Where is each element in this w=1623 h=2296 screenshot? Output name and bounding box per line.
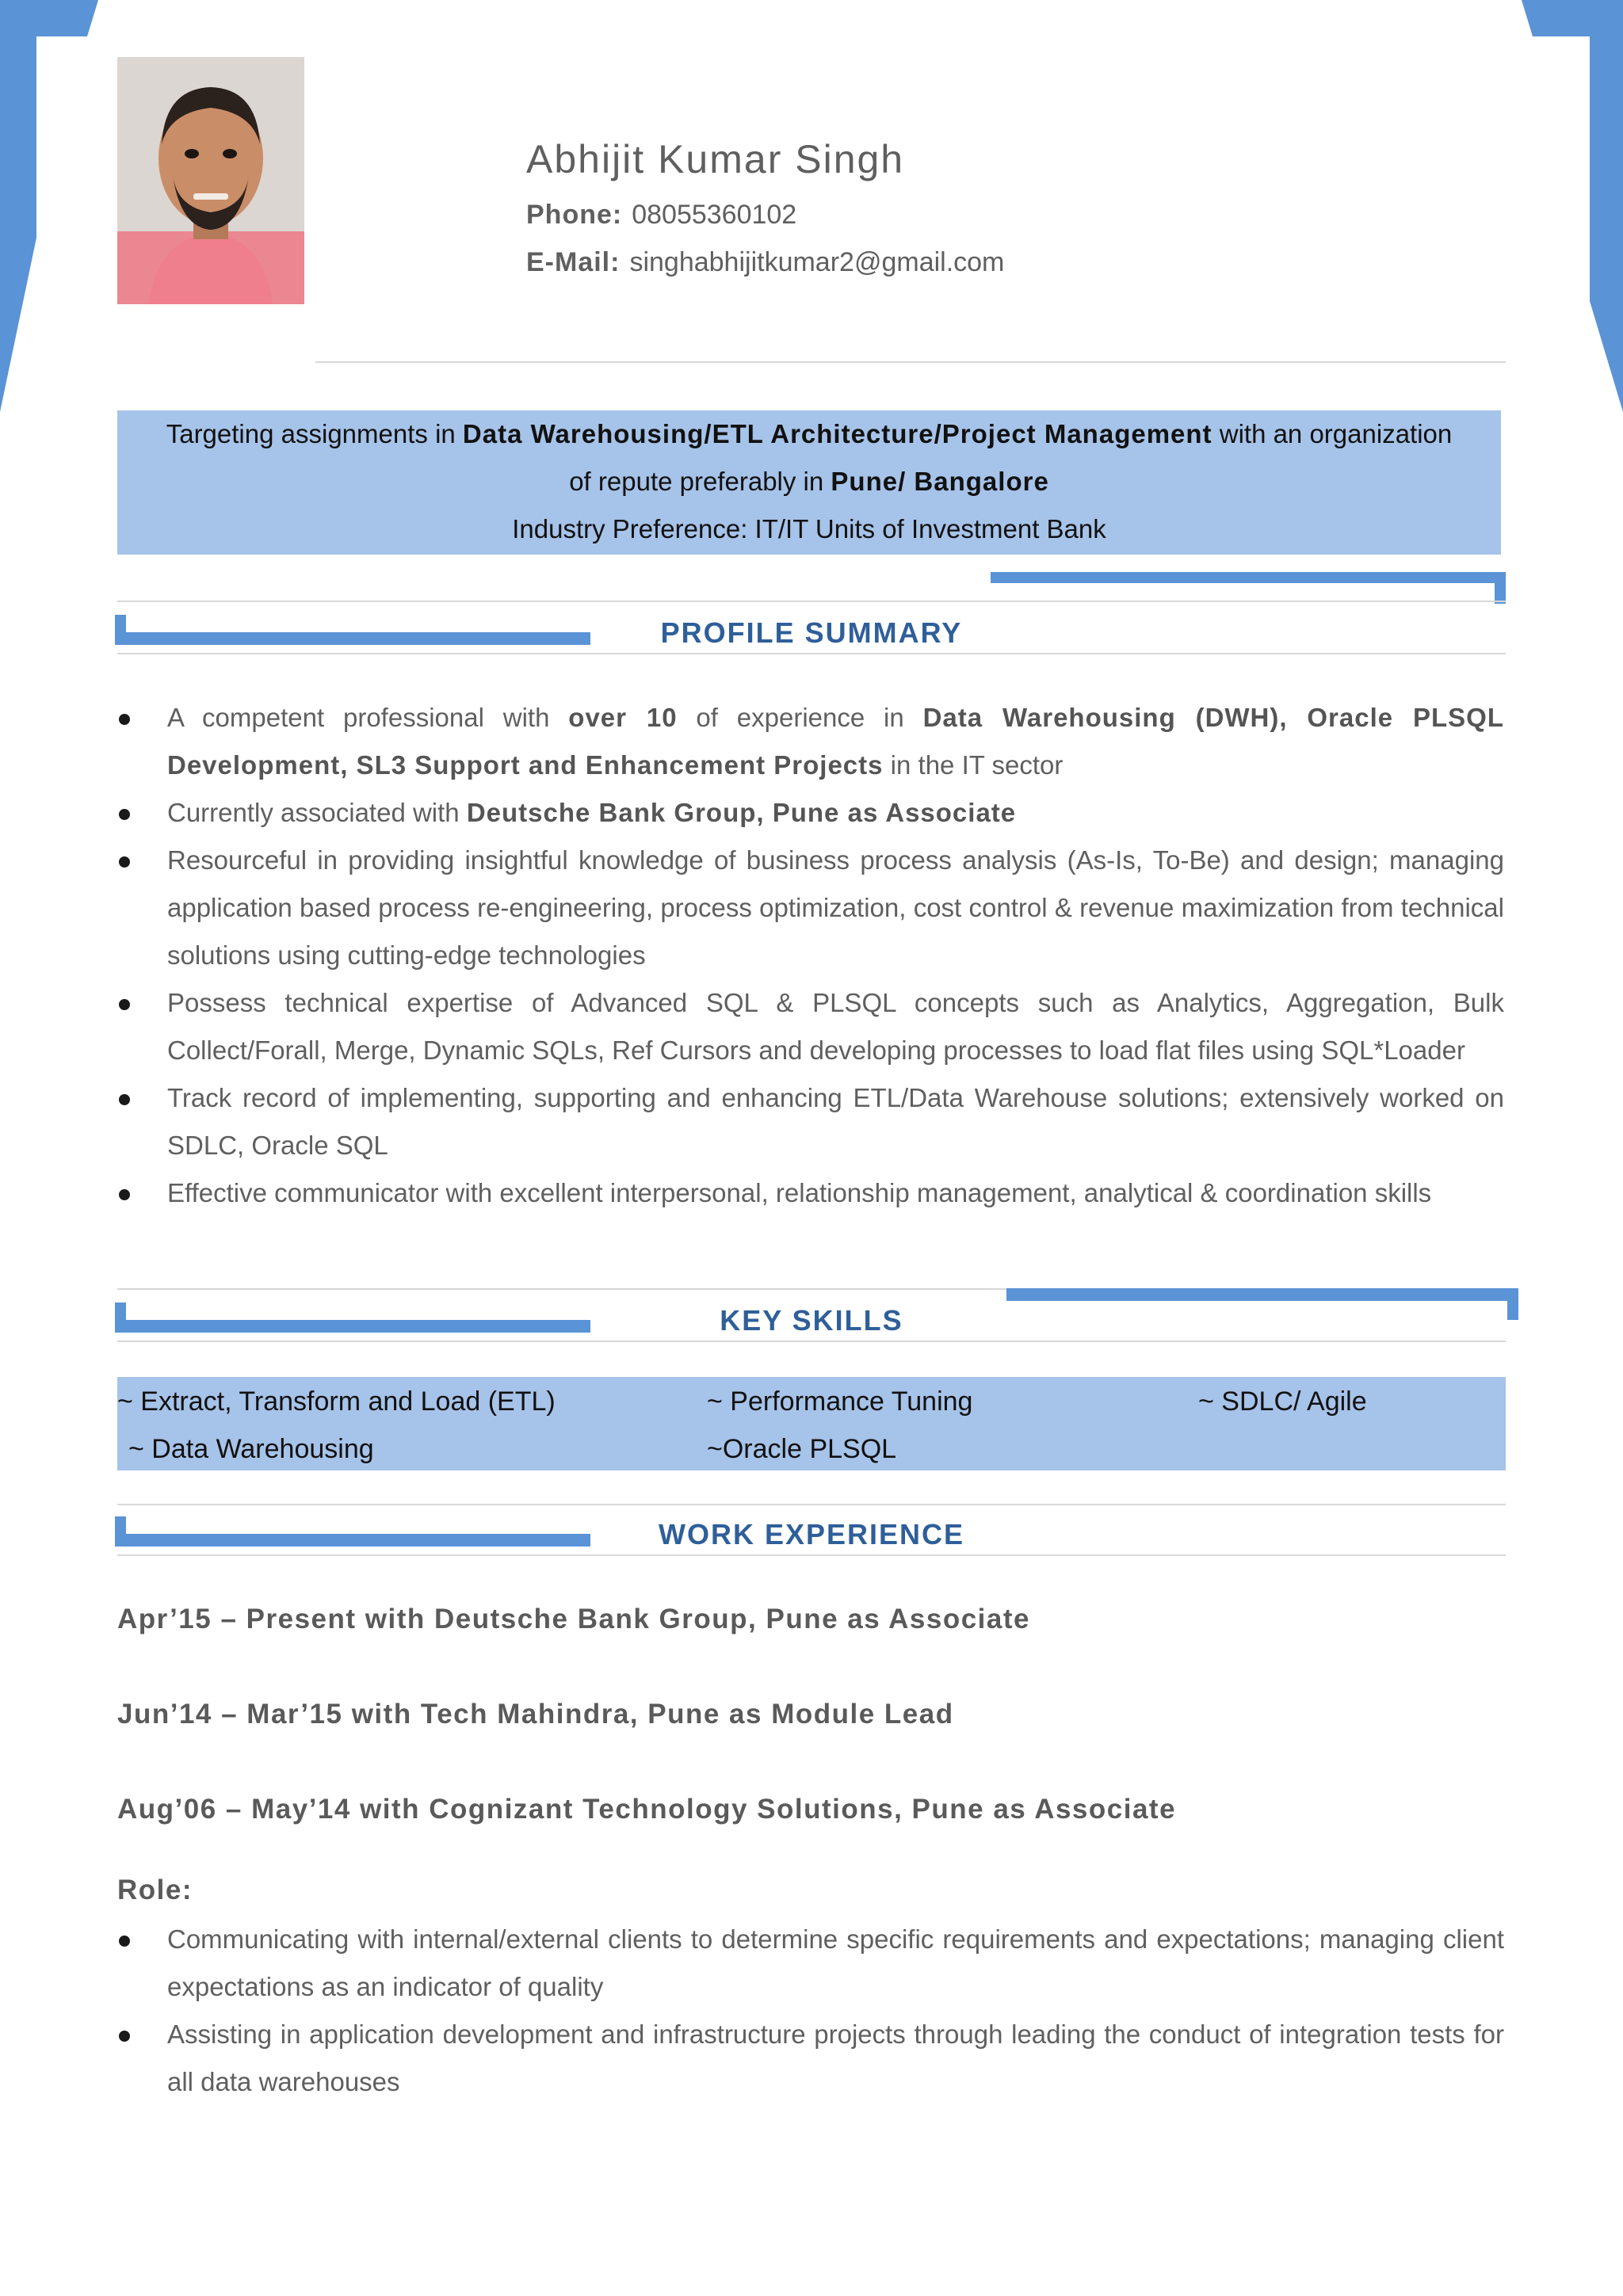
accent-bar-right	[991, 572, 1506, 583]
section-divider	[117, 1341, 1506, 1342]
email-address: singhabhijitkumar2@gmail.com	[629, 247, 1005, 277]
target-line-1: Targeting assignments in Data Warehousing/ETL Architecture/Project Management with an organization	[166, 419, 1453, 448]
list-item: Assisting in application development and infrastructure projects through leading the conduct of integration tests for all data warehouses	[117, 2011, 1504, 2106]
section-divider	[117, 601, 1506, 602]
accent-bar-right-end	[1495, 572, 1506, 604]
target-line-2: of repute preferably in Pune/ Bangalore	[569, 467, 1049, 496]
key-skills-box	[117, 1377, 1506, 1470]
bullet-icon	[119, 1936, 130, 1947]
list-item: Communicating with internal/external clients to determine specific requirements and expectations; managing client expectations as an indicator of quality	[117, 1916, 1504, 2011]
corner-decoration-left	[0, 0, 103, 412]
role-label: Role:	[117, 1875, 193, 1905]
job-entry: Jun’14 – Mar’15 with Tech Mahindra, Pune as Module Lead	[117, 1699, 954, 1730]
section-divider	[117, 1554, 1506, 1556]
phone-label: Phone:	[526, 200, 623, 230]
job-entry: Apr’15 – Present with Deutsche Bank Group, Pune as Associate	[117, 1604, 1030, 1634]
list-item: A competent professional with over 10 of experience in Data Warehousing (DWH), Oracle PLSQL Development, SL3 Support and Enhancement Projects in the IT sector	[117, 694, 1504, 789]
list-item: Track record of implementing, supporting and enhancing ETL/Data Warehouse solutions; extensively worked on SDLC, Oracle SQL	[117, 1074, 1504, 1169]
bullet-icon	[119, 714, 130, 725]
job-entry: Aug’06 – May’14 with Cognizant Technology Solutions, Pune as Associate	[117, 1794, 1177, 1825]
section-divider	[117, 1504, 1506, 1505]
skill-item: ~ Data Warehousing	[128, 1434, 374, 1464]
profile-summary-list	[117, 694, 1504, 1217]
section-title-skills: KEY SKILLS	[720, 1304, 903, 1337]
skill-item: ~ SDLC/ Agile	[1198, 1386, 1367, 1417]
skill-item: ~Oracle PLSQL	[707, 1434, 897, 1464]
bullet-icon	[119, 809, 130, 820]
list-item: Possess technical expertise of Advanced SQL & PLSQL concepts such as Analytics, Aggregation, Bulk Collect/Forall, Merge, Dynamic SQLs, Ref Cursors and developing processes to load flat files using SQL*Loader	[117, 979, 1504, 1074]
email-row	[526, 247, 1004, 278]
role-list	[117, 1916, 1504, 2106]
list-item: Currently associated with Deutsche Bank Group, Pune as Associate	[117, 789, 1504, 837]
corner-decoration-right	[1514, 0, 1623, 412]
bullet-icon	[119, 1094, 130, 1105]
list-item: Resourceful in providing insightful knowledge of business process analysis (As-Is, To-Be) and design; managing application based process re-engineering, process optimization, cost control & revenue maximization from technical solutions using cutting-edge technologies	[117, 837, 1504, 979]
target-line-3: Industry Preference: IT/IT Units of Investment Bank	[512, 514, 1106, 543]
candidate-name: Abhijit Kumar Singh	[526, 137, 905, 181]
bullet-icon	[119, 2031, 130, 2042]
bullet-icon	[119, 999, 130, 1010]
section-title-profile: PROFILE SUMMARY	[660, 616, 963, 649]
profile-photo	[117, 57, 304, 304]
skill-item: ~ Performance Tuning	[707, 1386, 973, 1417]
skill-item: ~ Extract, Transform and Load (ETL)	[117, 1386, 556, 1417]
phone-row	[526, 200, 796, 231]
target-box	[117, 410, 1501, 555]
section-divider	[117, 653, 1506, 654]
email-label: E-Mail:	[526, 247, 621, 277]
accent-bar-right	[1006, 1288, 1518, 1301]
section-title-work: WORK EXPERIENCE	[658, 1518, 965, 1550]
bullet-icon	[119, 856, 130, 868]
list-item: Effective communicator with excellent interpersonal, relationship management, analytical & coordination skills	[117, 1169, 1504, 1217]
accent-bar-right-end	[1507, 1288, 1518, 1320]
header-divider	[315, 361, 1506, 363]
bullet-icon	[119, 1189, 130, 1200]
phone-number: 08055360102	[632, 200, 797, 230]
